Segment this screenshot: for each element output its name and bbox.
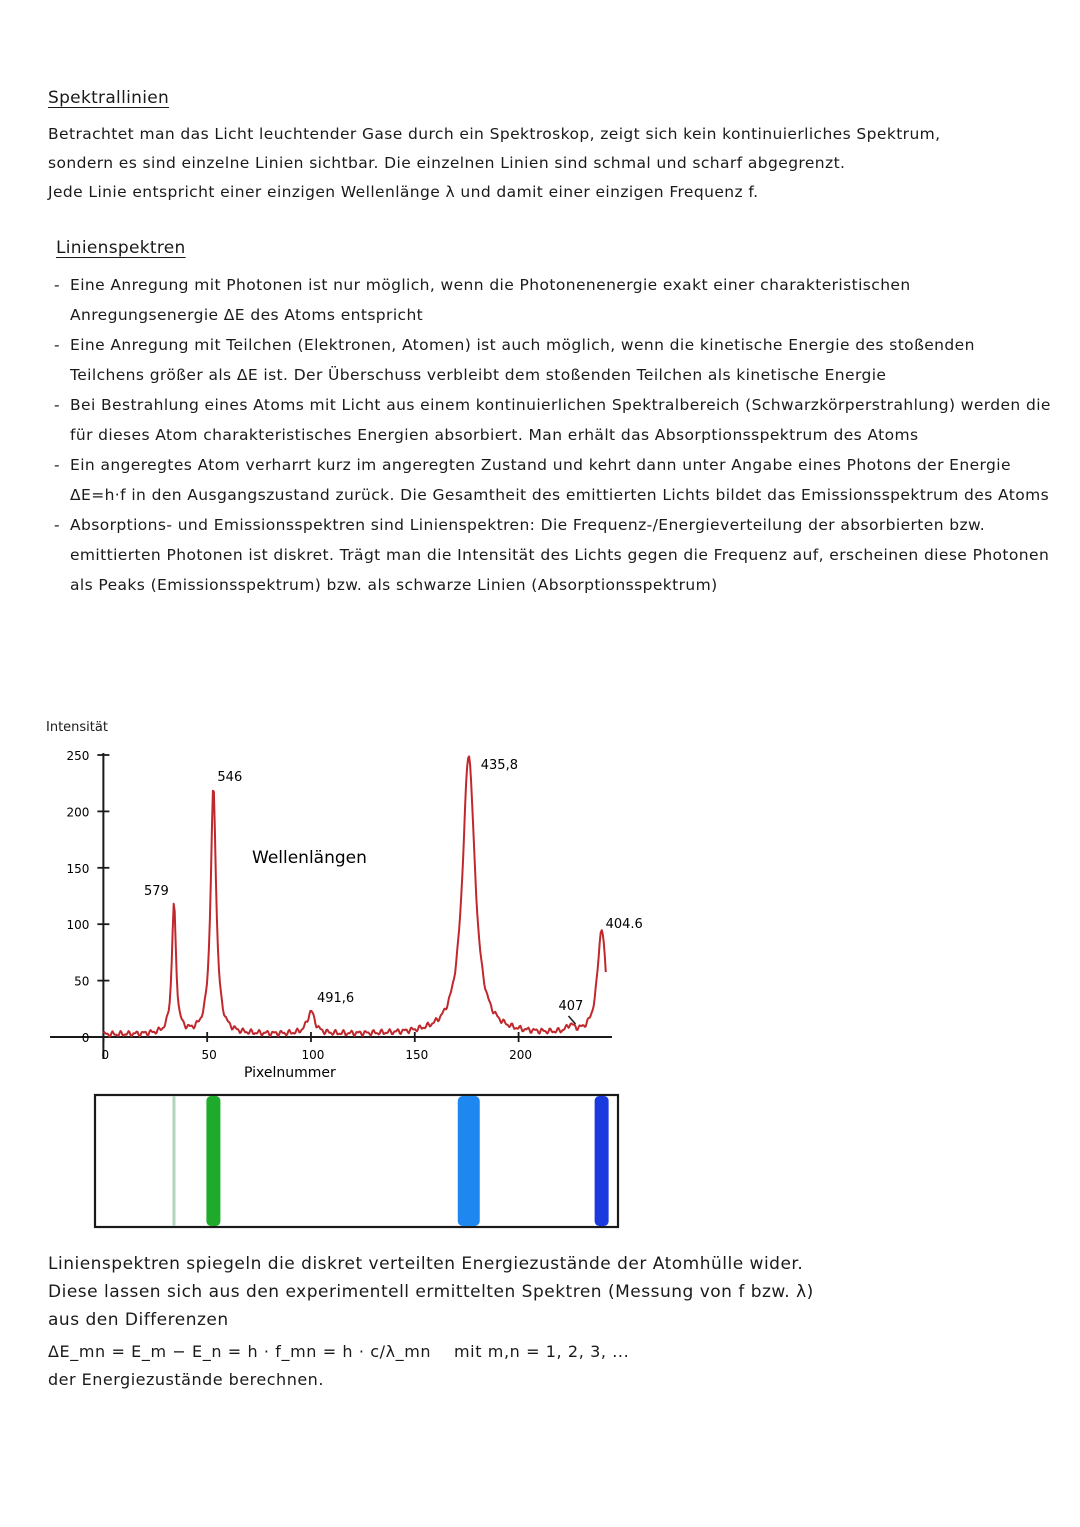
conclusion-line: Linienspektren spiegeln die diskret verteilten Energiezustände der Atomhülle wider. xyxy=(48,1254,804,1274)
spectral-line xyxy=(206,1096,220,1226)
bullet-item: - Absorptions- und Emissionsspektren sind Linienspektren: Die Frequenz-/Energieverteilung der absorbierten bzw. emittierten Photonen ist diskret. Trägt man die Intensität des Lichts gegen die Frequenz auf, erscheinen diese Photonen als Peaks (Emissionsspektrum) bzw. als schwarze Linien (Absorptionsspektrum) xyxy=(54,510,1054,600)
spectrum-strip xyxy=(0,1090,700,1230)
heading-spektrallinien: Spektrallinien xyxy=(48,88,170,108)
conclusion-line: aus den Differenzen xyxy=(48,1310,229,1330)
bullet-list xyxy=(54,270,1054,600)
peak-label: 435,8 xyxy=(480,758,518,773)
formula-equation: ΔE_mn = E_m − E_n = h · f_mn = h · c/λ_mn xyxy=(48,1342,432,1361)
y-tick-label: 150 xyxy=(66,861,90,876)
formula-condition: mit m,n = 1, 2, 3, ... xyxy=(454,1342,630,1361)
conclusion-line: der Energiezustände berechnen. xyxy=(48,1370,324,1389)
peak-label: 546 xyxy=(217,769,243,785)
spectral-line xyxy=(172,1096,175,1226)
spectrum-chart xyxy=(0,735,700,1085)
bullet-item: - Eine Anregung mit Photonen ist nur möglich, wenn die Photonenenergie exakt einer charakteristischen Anregungsenergie ΔE des Atoms entspricht xyxy=(54,270,1054,330)
x-axis-label: Pixelnummer xyxy=(244,1065,336,1081)
paragraph-spektrallinien xyxy=(48,120,1068,207)
peak-label: 579 xyxy=(143,884,169,900)
chart-axes xyxy=(50,753,612,1059)
paragraph-line: Jede Linie entspricht einer einzigen Wellenlänge λ und damit einer einzigen Frequenz f. xyxy=(48,183,759,201)
y-tick-label: 0 xyxy=(81,1031,90,1045)
paragraph-line: Betrachtet man das Licht leuchtender Gase durch ein Spektroskop, zeigt sich kein kontinuierliches Spektrum, xyxy=(48,125,941,143)
chart-ticks xyxy=(66,749,532,1062)
paragraph-line: sondern es sind einzelne Linien sichtbar. Die einzelnen Linien sind schmal und scharf abgegrenzt. xyxy=(48,154,846,172)
spectral-line xyxy=(595,1096,609,1226)
x-tick-label: 0 xyxy=(101,1048,110,1062)
y-tick-label: 50 xyxy=(74,974,90,989)
y-axis-label: Intensität xyxy=(46,720,108,735)
peak-labels xyxy=(144,758,643,1024)
bullet-item: - Bei Bestrahlung eines Atoms mit Licht aus einem kontinuierlichen Spektralbereich (Schwarzkörperstrahlung) werden die für dieses Atom charakteristisches Energien absorbiert. Man erhält das Absorptionsspektrum des Atoms xyxy=(54,390,1054,450)
heading-linienspektren: Linienspektren xyxy=(56,238,186,258)
spectral-line xyxy=(458,1096,480,1226)
chart-annotation: Wellenlängen xyxy=(252,848,367,868)
peak-label: 491,6 xyxy=(316,991,355,1007)
bullet-item: - Ein angeregtes Atom verharrt kurz im angeregten Zustand und kehrt dann unter Angabe eines Photons der Energie ΔE=h·f in den Ausgangszustand zurück. Die Gesamtheit des emittierten Lichts bildet das Emissionsspektrum des Atoms xyxy=(54,450,1054,510)
conclusion-text xyxy=(48,1250,1048,1334)
x-tick-label: 50 xyxy=(201,1048,217,1062)
conclusion-line: Diese lassen sich aus den experimentell ermittelten Spektren (Messung von f bzw. λ) xyxy=(48,1282,814,1302)
y-tick-label: 250 xyxy=(66,749,90,763)
x-tick-label: 100 xyxy=(301,1048,325,1062)
x-tick-label: 150 xyxy=(405,1048,429,1062)
y-tick-label: 100 xyxy=(66,918,90,933)
peak-label: 407 xyxy=(558,998,584,1014)
bullet-item: - Eine Anregung mit Teilchen (Elektronen, Atomen) ist auch möglich, wenn die kinetische Energie des stoßenden Teilchens größer als ΔE ist. Der Überschuss verbleibt dem stoßenden Teilchen als kinetische Energie xyxy=(54,330,1054,390)
x-tick-label: 200 xyxy=(509,1048,533,1062)
intensity-curve xyxy=(103,756,605,1036)
peak-label: 404.6 xyxy=(605,916,643,932)
y-tick-label: 200 xyxy=(66,805,90,820)
